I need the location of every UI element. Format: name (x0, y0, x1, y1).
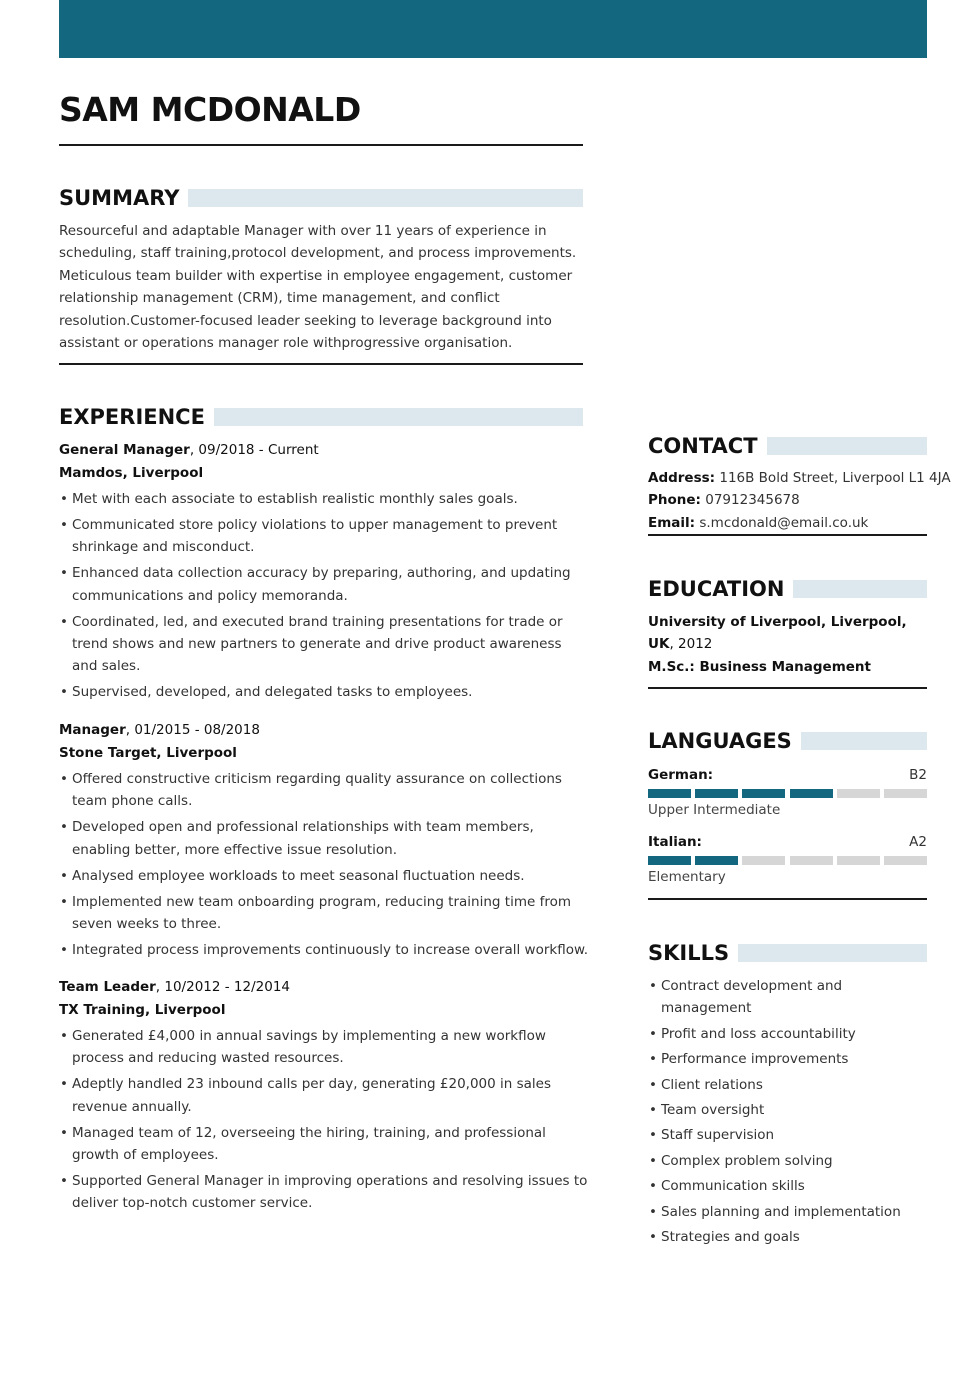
proficiency-segment-empty (837, 789, 880, 798)
phone-value: 07912345678 (700, 492, 800, 509)
email-value: s.mcdonald@email.co.uk (695, 514, 869, 531)
job-company: TX Training, Liverpool (59, 1001, 226, 1018)
proficiency-segment-filled (695, 789, 738, 798)
job-title-line (59, 719, 589, 742)
proficiency-segment-filled (695, 856, 738, 865)
job-bullet: • Adeptly handled 23 inbound calls per day, generating £20,000 in sales revenue annually. (59, 1073, 589, 1118)
job-bullet: • Coordinated, led, and executed brand training presentations for trade or trend shows and new partners to generate and drive product awareness and sales. (59, 611, 589, 678)
candidate-name: SAM MCDONALD (59, 90, 361, 129)
summary-text: Resourceful and adaptable Manager with over 11 years of experience in scheduling, staff training,protocol development, and process improvements. Meticulous team builder with expertise in employee engagement, customer relationship management (CRM), time management, and conflict resolution.Customer-focused leader seeking to leverage background into assistant or operations manager role withprogressive organisation. (59, 223, 577, 352)
contact-divider (648, 534, 927, 536)
job-bullet: • Supervised, developed, and delegated tasks to employees. (59, 681, 589, 703)
skill-item: • Profit and loss accountability (648, 1023, 927, 1045)
education-details (648, 611, 927, 678)
proficiency-segment-filled (648, 789, 691, 798)
language-code: B2 (909, 767, 927, 783)
address-value: 116B Bold Street, Liverpool L1 4JA (715, 470, 951, 486)
language-code: A2 (909, 834, 927, 850)
skill-item: • Sales planning and implementation (648, 1201, 927, 1223)
skill-item: • Contract development and management (648, 975, 927, 1020)
proficiency-segment-empty (742, 856, 785, 865)
experience-title: EXPERIENCE (59, 405, 205, 429)
job-bullet: • Supported General Manager in improving operations and resolving issues to deliver top-notch customer service. (59, 1170, 589, 1215)
summary-divider (59, 363, 583, 365)
proficiency-segment-empty (884, 789, 927, 798)
job-company: Mamdos, Liverpool (59, 464, 204, 481)
proficiency-segment-filled (648, 856, 691, 865)
job-bullet: • Developed open and professional relationships with team members, enabling better, more effective issue resolution. (59, 816, 589, 861)
skills-heading-bar (738, 944, 927, 962)
job-role: Team Leader (59, 979, 156, 995)
summary-title: SUMMARY (59, 186, 180, 210)
language-entry (648, 764, 927, 820)
proficiency-segment-empty (837, 856, 880, 865)
proficiency-segment-filled (742, 789, 785, 798)
education-title: EDUCATION (648, 577, 785, 601)
languages-title: LANGUAGES (648, 729, 792, 753)
job-bullet: • Analysed employee workloads to meet seasonal fluctuation needs. (59, 865, 589, 887)
skill-item: • Complex problem solving (648, 1150, 927, 1172)
skill-item: • Staff supervision (648, 1124, 927, 1146)
email-label: Email: (648, 514, 696, 531)
skill-item: • Communication skills (648, 1175, 927, 1197)
skills-list (648, 975, 927, 1248)
skill-item: • Client relations (648, 1074, 927, 1096)
education-divider (648, 687, 927, 689)
language-proficiency-bar (648, 789, 927, 798)
education-heading-bar (793, 580, 927, 598)
job-bullets (59, 488, 589, 704)
job-dates: , 10/2012 - 12/2014 (155, 979, 290, 995)
name-divider (59, 144, 583, 146)
education-school-line (648, 611, 927, 656)
language-level: Elementary (648, 869, 726, 885)
job-dates: , 01/2015 - 08/2018 (125, 722, 260, 738)
skills-list-wrap (648, 975, 927, 1251)
header-color-band (59, 0, 927, 58)
job-bullets (59, 1025, 589, 1215)
job-role: Manager (59, 722, 126, 738)
job-title-line (59, 976, 589, 999)
contact-title: CONTACT (648, 434, 758, 458)
skill-item: • Team oversight (648, 1099, 927, 1121)
job-entry (59, 719, 589, 965)
job-bullet: • Enhanced data collection accuracy by preparing, authoring, and updating communications and policy memoranda. (59, 562, 589, 607)
language-name: Italian: (648, 834, 702, 850)
job-bullet: • Communicated store policy violations to upper management to prevent shrinkage and misconduct. (59, 514, 589, 559)
language-entry (648, 831, 927, 887)
language-row (648, 831, 927, 853)
languages-heading (648, 728, 927, 754)
language-row (648, 764, 927, 786)
job-entry (59, 976, 589, 1218)
education-year: , 2012 (669, 636, 713, 653)
skills-title: SKILLS (648, 941, 730, 965)
summary-heading (59, 185, 583, 211)
contact-address (648, 467, 951, 489)
summary-heading-bar (188, 189, 583, 207)
languages-divider (648, 898, 927, 900)
job-role: General Manager (59, 442, 190, 458)
contact-email (648, 512, 927, 534)
job-company: Stone Target, Liverpool (59, 744, 237, 761)
education-degree: M.Sc.: Business Management (648, 658, 871, 675)
job-dates: , 09/2018 - Current (189, 442, 319, 458)
language-name: German: (648, 767, 714, 783)
education-school: University of Liverpool, Liverpool, UK (648, 614, 907, 653)
job-entry (59, 439, 589, 707)
experience-heading-bar (214, 408, 583, 426)
job-bullet: • Managed team of 12, overseeing the hiring, training, and professional growth of employees. (59, 1122, 589, 1167)
languages-heading-bar (801, 732, 927, 750)
proficiency-segment-empty (884, 856, 927, 865)
proficiency-segment-empty (790, 856, 833, 865)
address-label: Address: (648, 470, 716, 486)
proficiency-segment-filled (790, 789, 833, 798)
education-heading (648, 576, 927, 602)
job-title-line (59, 439, 589, 462)
skill-item: • Performance improvements (648, 1048, 927, 1070)
skills-heading (648, 940, 927, 966)
job-bullet: • Offered constructive criticism regarding quality assurance on collections team phone calls. (59, 768, 589, 813)
contact-phone (648, 489, 927, 511)
experience-heading (59, 404, 583, 430)
job-bullet: • Integrated process improvements continuously to increase overall workflow. (59, 939, 589, 961)
skill-item: • Strategies and goals (648, 1226, 927, 1248)
language-level: Upper Intermediate (648, 802, 781, 818)
job-bullet: • Implemented new team onboarding program, reducing training time from seven weeks to three. (59, 891, 589, 936)
phone-label: Phone: (648, 492, 701, 509)
job-bullet: • Met with each associate to establish realistic monthly sales goals. (59, 488, 589, 510)
contact-heading (648, 433, 927, 459)
contact-details (648, 467, 951, 534)
job-bullets (59, 768, 589, 961)
contact-heading-bar (767, 437, 927, 455)
job-bullet: • Generated £4,000 in annual savings by implementing a new workflow process and reducing wasted resources. (59, 1025, 589, 1070)
language-proficiency-bar (648, 856, 927, 865)
